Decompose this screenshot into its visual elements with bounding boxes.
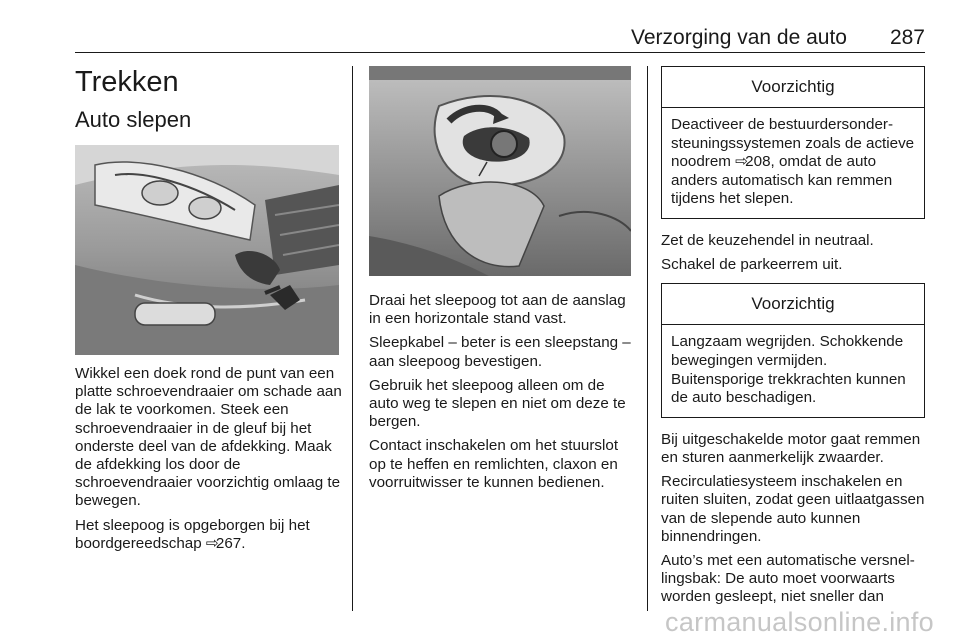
caution-box-2 [661,283,925,417]
arrow-ref-icon: ⇨ [205,534,219,552]
caution-text [671,116,915,209]
caution-text: Langzaam wegrijden. Schokkende bewegingen vermijden. Buitensporige trekkrachten kunnen de auto beschadigen. [671,333,906,407]
usage-paragraph: Gebruik het sleepoog alleen om de auto weg te slepen en niet om deze te bergen. [369,376,626,431]
caution-text-end: , omdat de auto anders automatisch kan remmen tijdens het slepen. [671,153,893,208]
caution-title: Voorzichtig [662,67,924,108]
storage-text: Het sleepoog is opgeborgen bij het boordgereedschap [75,516,310,552]
tow-eye-illustration [369,66,631,276]
chapter-title: Verzorging van de auto [631,26,847,49]
column-3 [661,66,925,613]
column-divider-2 [647,66,648,611]
column-divider-1 [352,66,353,611]
section-title: Trekken [75,66,179,98]
parking-brake-paragraph: Schakel de parkeerrem uit. [661,256,843,274]
recirculation-paragraph: Recirculatiesysteem inschakelen en ruiten sluiten, zodat geen uitlaatgassen van de slepende auto kunnen binnendringen. [661,473,925,545]
caution-title: Voorzichtig [662,284,924,325]
page-ref-267: 267. [215,534,246,552]
page-header [75,0,925,53]
caution-text-start: Deactiveer de bestuurdersondersteuningssystemen zoals de actieve noodrem [671,116,915,171]
engine-off-paragraph: Bij uitgeschakelde motor gaat remmen en sturen aanmerkelijk zwaarder. [661,430,921,466]
page-number: 287 [889,26,925,49]
neutral-paragraph: Zet de keuzehendel in neutraal. [661,231,874,249]
caution-box-1 [661,66,925,219]
storage-paragraph [75,517,343,553]
subsection-title: Auto slepen [75,107,192,132]
ignition-paragraph: Contact inschakelen om het stuurslot op te heffen en remlichten, claxon en voorruitwisser te kunnen bedienen. [369,437,619,491]
tighten-paragraph: Draai het sleepoog tot aan de aanslag in een horizontale stand vast. [369,292,626,328]
car-front-illustration [75,145,339,355]
arrow-ref-icon: ⇨ [735,153,748,171]
instruction-paragraph: Wikkel een doek rond de punt van een platte schroevendraaier om schade aan de lak te voorkomen. Steek een schroevendraaier in de gleuf bij het onderste deel van de afdekking. Maak de afdekking los door de schroevendraaier voorzichtig omlaag te bewegen. [75,365,342,510]
column-2 [369,66,633,498]
page-ref-208: 208 [745,153,771,171]
tow-rope-paragraph: Sleepkabel – beter is een sleepstang – aan sleepoog bevestigen. [369,334,631,370]
watermark: carmanualsonline.info [665,607,934,637]
column-1 [75,66,343,559]
automatic-paragraph: Auto’s met een automatische versnellingsbak: De auto moet voorwaarts worden gesleept, niet sneller dan [661,551,915,606]
